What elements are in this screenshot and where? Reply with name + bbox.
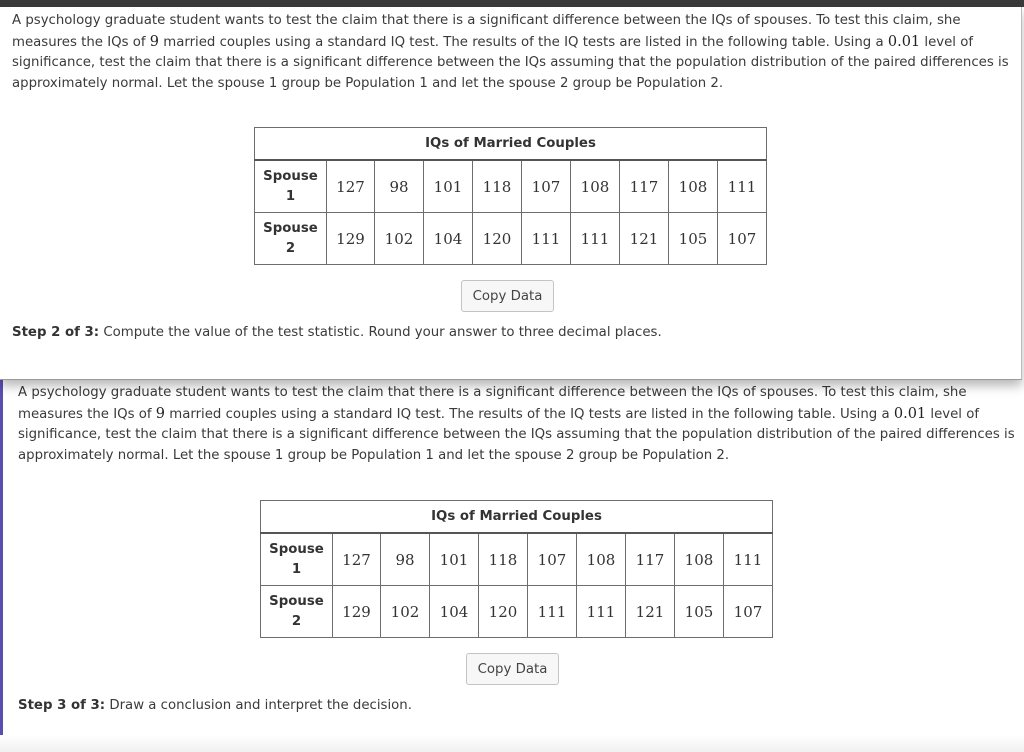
problem-statement: A psychology graduate student wants to test the claim that there is a significant difference between the IQs of spouses. To test this claim, she measures the IQs of 9 married couples using a standard IQ test. The results of the IQ tests are listed in the following table. Using a 0.01 level of significance, test the claim that there is a significant difference between the IQs assuming that the population distribution of the paired differences is approximately normal. Let the spouse 1 group be Population 1 and let the spouse 2 group be Population 2. <box>12 13 1009 91</box>
table-cell: 108 <box>571 160 620 213</box>
table-cell: 121 <box>626 586 675 638</box>
question-panel-step-2 <box>0 7 1022 380</box>
table-row-spouse-2 <box>255 213 767 265</box>
table-cell: 105 <box>669 213 718 265</box>
table-cell: 127 <box>327 160 375 213</box>
table-cell: 111 <box>577 586 626 638</box>
table-cell: 120 <box>473 213 522 265</box>
table-cell: 117 <box>626 533 675 586</box>
table-cell: 111 <box>718 160 767 213</box>
table-cell: 118 <box>479 533 528 586</box>
table-caption: IQs of Married Couples <box>255 128 767 161</box>
row-header-spouse-2: Spouse 2 <box>261 586 333 638</box>
table-cell: 117 <box>620 160 669 213</box>
table-cell: 129 <box>333 586 381 638</box>
significance-level: 0.01 <box>893 405 927 422</box>
table-cell: 98 <box>375 160 424 213</box>
table-cell: 107 <box>718 213 767 265</box>
row-header-spouse-2: Spouse 2 <box>255 213 327 265</box>
table-row-spouse-2 <box>261 586 773 638</box>
table-cell: 101 <box>430 533 479 586</box>
table-cell: 104 <box>424 213 473 265</box>
table-cell: 107 <box>528 533 577 586</box>
step-instruction: Step 3 of 3: Draw a conclusion and interpret the decision. <box>18 698 412 713</box>
table-cell: 111 <box>724 533 773 586</box>
iq-data-table <box>260 500 773 638</box>
left-accent-bar <box>0 380 3 752</box>
table-cell: 121 <box>620 213 669 265</box>
table-cell: 118 <box>473 160 522 213</box>
table-cell: 127 <box>333 533 381 586</box>
table-cell: 120 <box>479 586 528 638</box>
table-cell: 107 <box>522 160 571 213</box>
iq-data-table <box>254 127 767 265</box>
copy-data-button[interactable]: Copy Data <box>461 280 554 312</box>
table-caption: IQs of Married Couples <box>261 501 773 534</box>
table-cell: 98 <box>381 533 430 586</box>
table-cell: 108 <box>675 533 724 586</box>
row-header-spouse-1: Spouse 1 <box>255 160 327 213</box>
table-cell: 105 <box>675 586 724 638</box>
table-cell: 104 <box>430 586 479 638</box>
top-window-edge <box>0 0 1024 7</box>
table-cell: 107 <box>724 586 773 638</box>
table-cell: 111 <box>528 586 577 638</box>
table-cell: 108 <box>669 160 718 213</box>
significance-level: 0.01 <box>887 33 921 50</box>
couples-count: 9 <box>155 405 166 422</box>
table-cell: 111 <box>522 213 571 265</box>
table-cell: 129 <box>327 213 375 265</box>
step-label: Step 3 of 3: <box>18 698 106 713</box>
table-cell: 108 <box>577 533 626 586</box>
copy-data-button[interactable]: Copy Data <box>466 653 559 685</box>
table-row-spouse-1 <box>255 160 767 213</box>
table-cell: 102 <box>381 586 430 638</box>
table-row-spouse-1 <box>261 533 773 586</box>
bottom-edge <box>0 735 1024 752</box>
step-label: Step 2 of 3: <box>12 325 100 340</box>
table-cell: 101 <box>424 160 473 213</box>
problem-statement: A psychology graduate student wants to test the claim that there is a significant difference between the IQs of spouses. To test this claim, she measures the IQs of 9 married couples using a standard IQ test. The results of the IQ tests are listed in the following table. Using a 0.01 level of significance, test the claim that there is a significant difference between the IQs assuming that the population distribution of the paired differences is approximately normal. Let the spouse 1 group be Population 1 and let the spouse 2 group be Population 2. <box>18 385 1015 463</box>
couples-count: 9 <box>149 33 160 50</box>
question-panel-step-3 <box>6 380 1024 735</box>
table-cell: 111 <box>571 213 620 265</box>
row-header-spouse-1: Spouse 1 <box>261 533 333 586</box>
step-instruction: Step 2 of 3: Compute the value of the test statistic. Round your answer to three decimal places. <box>12 325 662 340</box>
table-cell: 102 <box>375 213 424 265</box>
